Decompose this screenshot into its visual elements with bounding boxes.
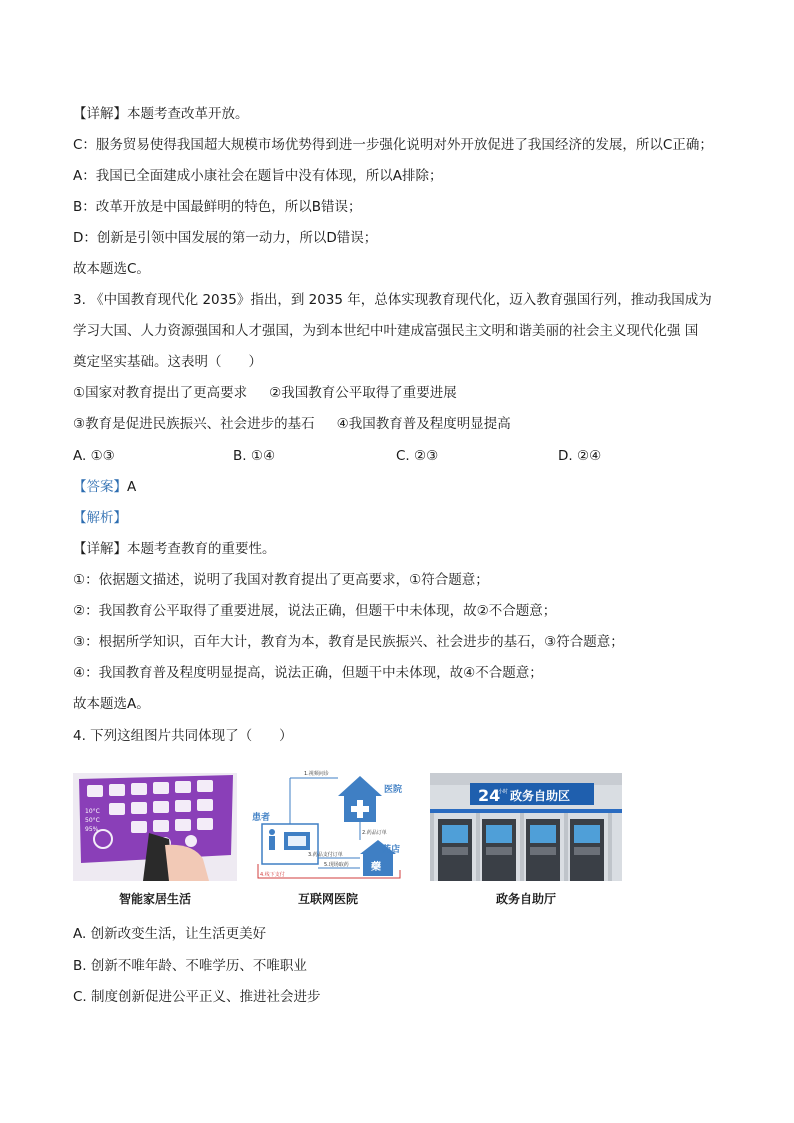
- detail-label: 【详解】: [73, 541, 127, 557]
- explanation-b: B：改革开放是中国最鲜明的特色，所以B错误；: [73, 199, 362, 215]
- pct-label: 95%: [85, 826, 99, 833]
- smart-home-illustration: [73, 773, 237, 881]
- q3-item-4: ④我国教育普及程度明显提高: [336, 416, 511, 432]
- detail-line: [73, 104, 249, 124]
- q3-items-row-1: [73, 383, 457, 403]
- temp-label-1: 10°C: [85, 808, 100, 815]
- hospital-label: 医院: [384, 785, 403, 795]
- q3-items-row-2: [73, 414, 511, 434]
- internet-hospital-diagram: [248, 762, 408, 884]
- q3-stem-line-3: 奠定坚实基础。这表明（ ）: [73, 354, 262, 370]
- q4-option-b[interactable]: B. 创新不唯年龄、不唯学历、不唯职业: [73, 958, 307, 974]
- step-2-label: 2.药品订单: [362, 830, 387, 836]
- conclusion: 故本题选C。: [73, 261, 150, 277]
- q3-conclusion: 故本题选A。: [73, 696, 150, 712]
- answer-value: A: [127, 479, 137, 495]
- step-3-label: 3.药品支付订单: [308, 852, 343, 858]
- smart-home-image: [73, 773, 237, 881]
- gov-sign-small: 小时: [498, 789, 509, 795]
- caption-internet-hospital: 互联网医院: [297, 892, 358, 906]
- temp-label-2: 50°C: [85, 817, 100, 824]
- q3-option-c[interactable]: C. ②③: [396, 448, 439, 464]
- q3-option-d[interactable]: D. ②④: [558, 448, 602, 464]
- caption-gov-hall: 政务自助厅: [495, 892, 556, 906]
- q3-option-b[interactable]: B. ①④: [233, 448, 276, 464]
- q3-explanation-2: ②：我国教育公平取得了重要进展，说法正确，但题干中未体现，故②不合题意；: [73, 603, 557, 619]
- gov-sign-number: 24: [478, 786, 501, 805]
- step-4-label: 4.线下支付: [260, 872, 285, 878]
- answer-label: 【答案】: [73, 479, 127, 495]
- explanation-d: D：创新是引领中国发展的第一动力，所以D错误；: [73, 230, 378, 246]
- analysis-label: 【解析】: [73, 510, 127, 526]
- q3-answer: [73, 477, 136, 497]
- q4-stem: 4. 下列这组图片共同体现了（ ）: [73, 728, 293, 744]
- detail-text: 本题考查改革开放。: [127, 106, 249, 122]
- q3-explanation-1: ①：依据题文描述，说明了我国对教育提出了更高要求，①符合题意；: [73, 572, 489, 588]
- q3-stem-line-1: 3. 《中国教育现代化 2035》指出，到 2035 年，总体实现教育现代化，迈入教育强国行列，推动我国成为: [73, 292, 712, 308]
- gov-hall-image: [430, 773, 622, 881]
- q3-detail: [73, 539, 276, 559]
- detail-label: 【详解】: [73, 106, 127, 122]
- q3-item-2: ②我国教育公平取得了重要进展: [269, 385, 457, 401]
- pharmacy-label: 药店: [382, 845, 401, 855]
- q3-item-3: ③教育是促进民族振兴、社会进步的基石: [73, 416, 315, 432]
- svg-text:藥: 藥: [371, 862, 381, 873]
- q3-explanation-4: ④：我国教育普及程度明显提高，说法正确，但题干中未体现，故④不合题意；: [73, 665, 543, 681]
- explanation-c: C：服务贸易使得我国超大规模市场优势得到进一步强化说明对外开放促进了我国经济的发展，所以C正确；: [73, 137, 713, 153]
- step-5-label: 5.现场取药: [324, 862, 349, 868]
- q3-item-1: ①国家对教育提出了更高要求: [73, 385, 248, 401]
- q4-option-c[interactable]: C. 制度创新促进公平正义、推进社会进步: [73, 989, 321, 1005]
- gov-sign-text: 政务自助区: [510, 789, 571, 803]
- q3-stem-line-2: 学习大国、人力资源强国和人才强国，为到本世纪中叶建成富强民主文明和谐美丽的社会主义现代化强 国: [73, 323, 699, 339]
- caption-smart-home: 智能家居生活: [118, 892, 191, 906]
- explanation-a: A：我国已全面建成小康社会在题旨中没有体现，所以A排除；: [73, 168, 443, 184]
- step-1-label: 1.视频问诊: [304, 771, 329, 777]
- q4-option-a[interactable]: A. 创新改变生活，让生活更美好: [73, 926, 267, 942]
- patient-label: 患者: [252, 813, 271, 823]
- q3-option-a[interactable]: A. ①③: [73, 448, 115, 464]
- detail-text: 本题考查教育的重要性。: [127, 541, 276, 557]
- q3-explanation-3: ③：根据所学知识，百年大计，教育为本，教育是民族振兴、社会进步的基石，③符合题意；: [73, 634, 624, 650]
